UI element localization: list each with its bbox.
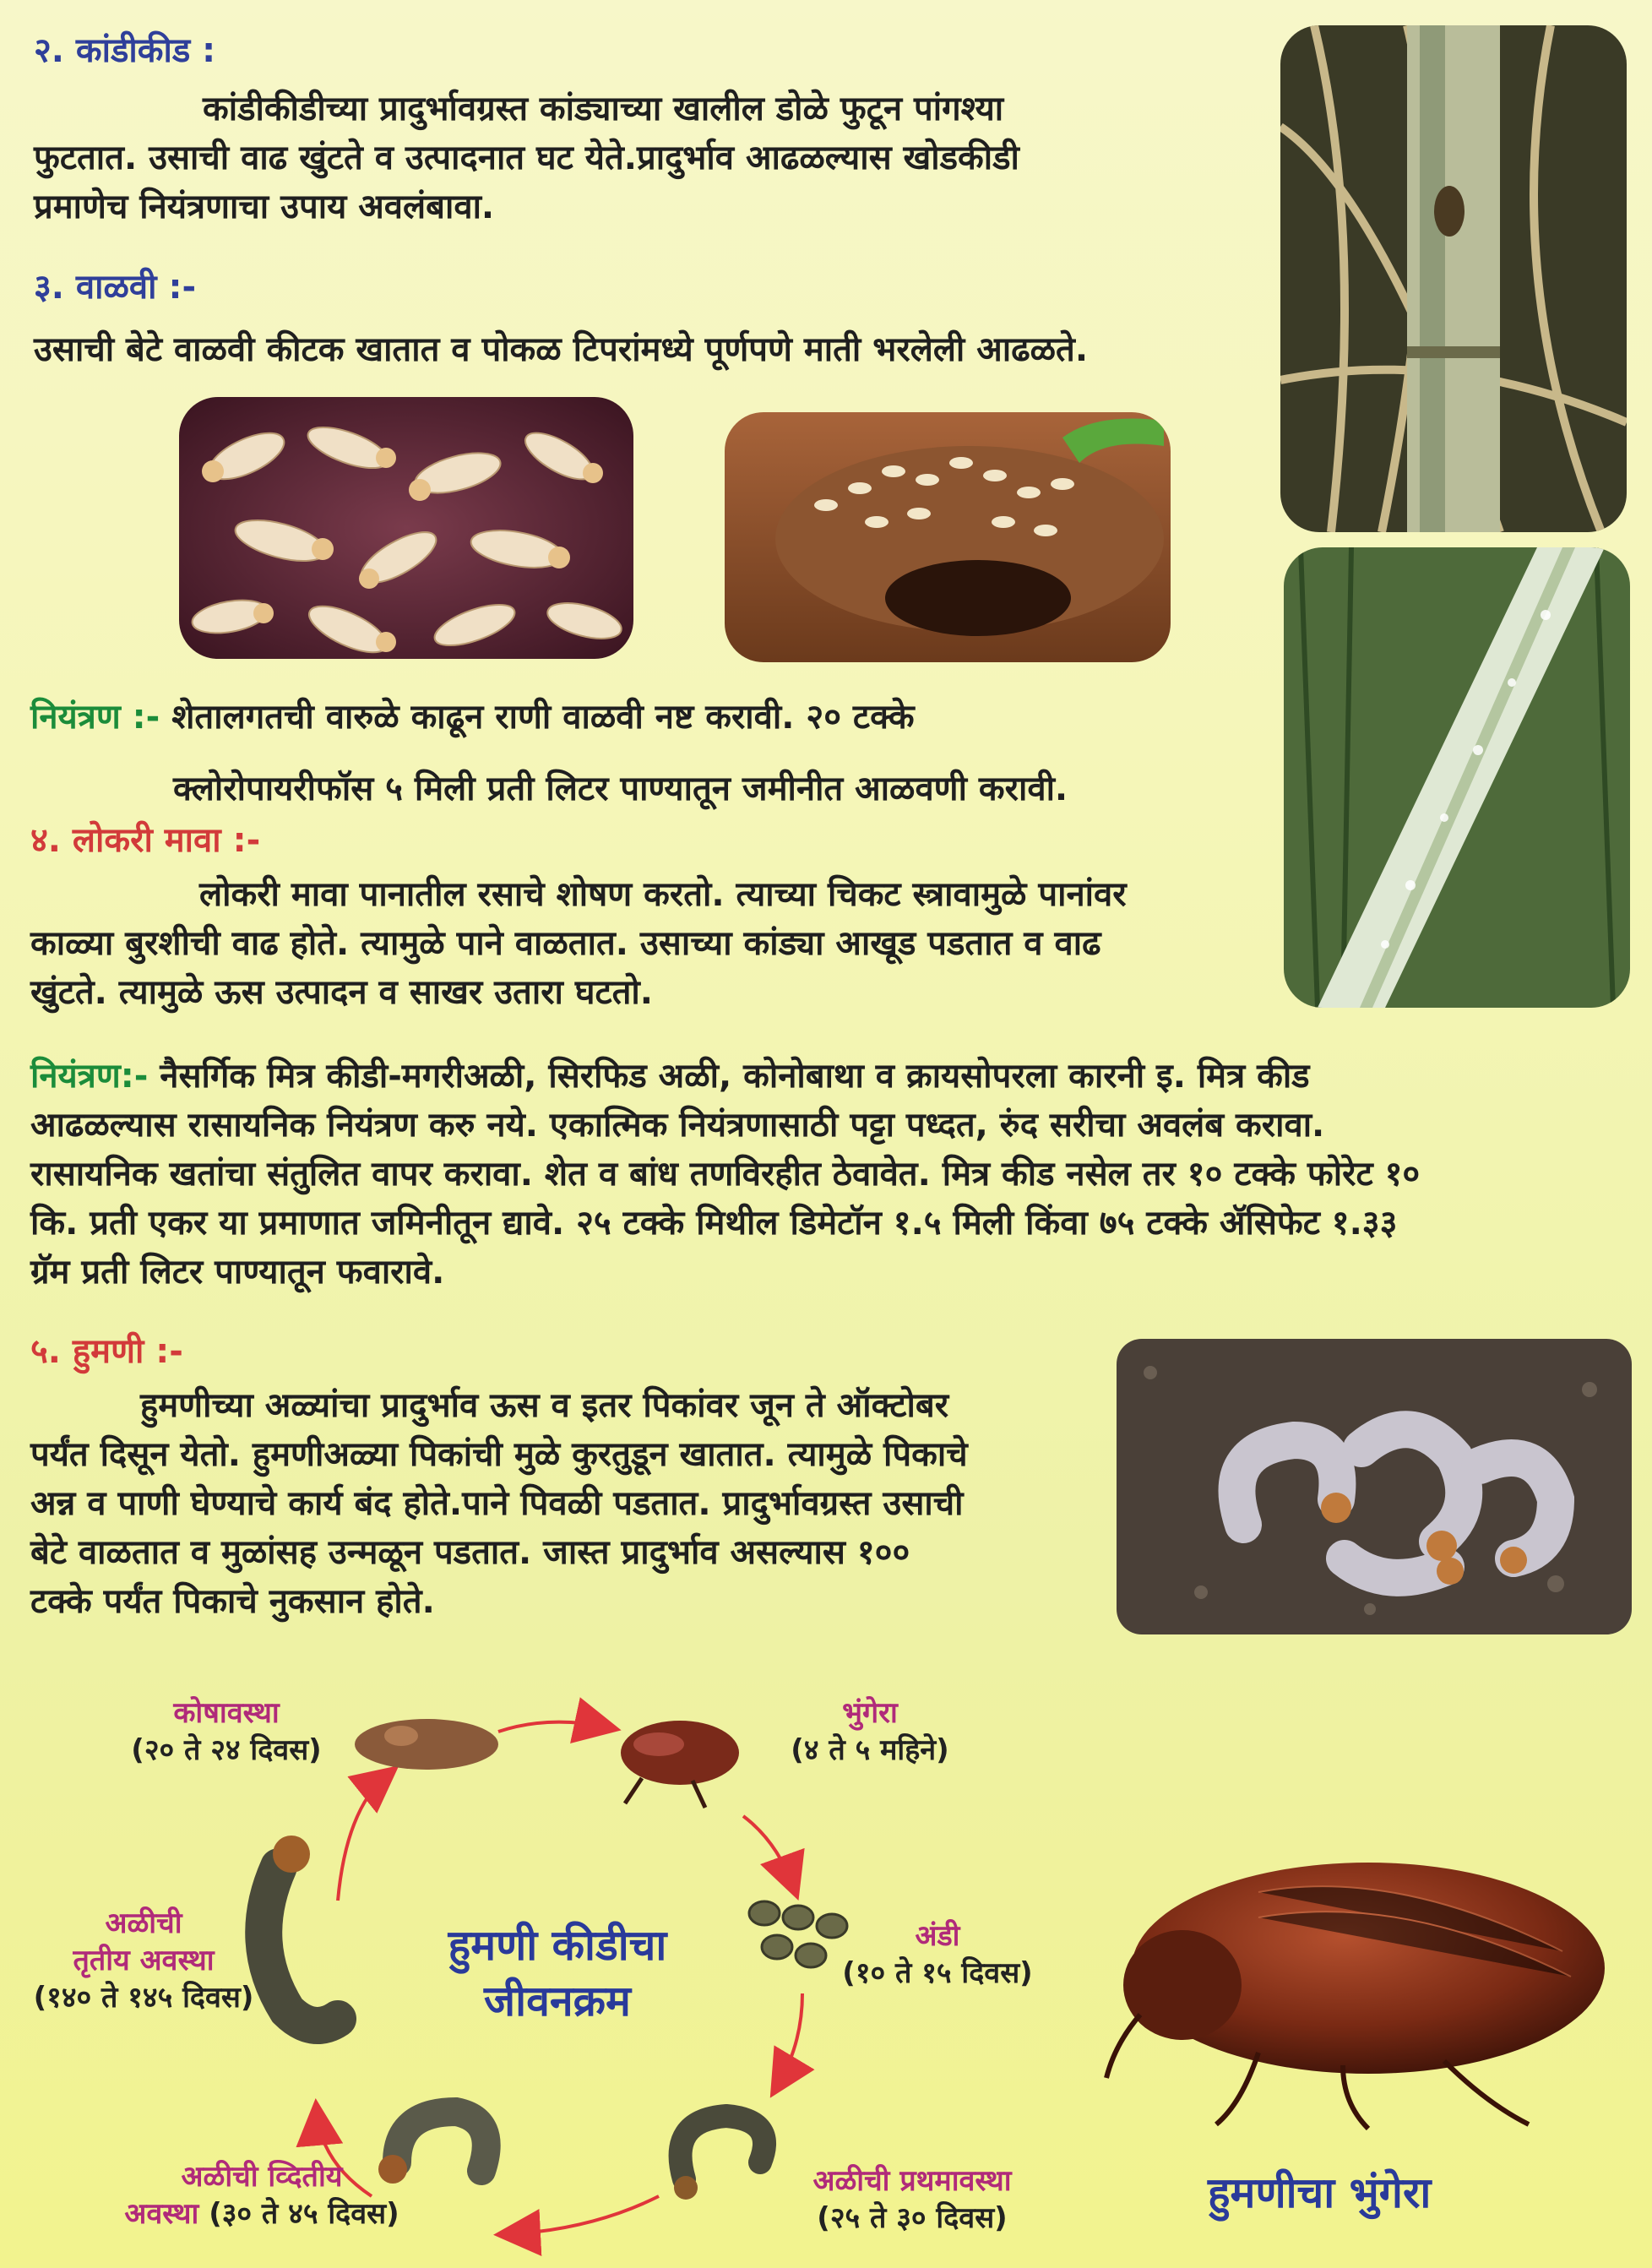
- section4-control-line-3: रासायनिक खतांचा संतुलित वापर करावा. शेत व बांध तणविरहीत ठेवावेत. मित्र कीड नसेल तर १० टक्के फोरेट १०: [30, 1155, 1421, 1194]
- section5-line-5: टक्के पर्यंत पिकाचे नुकसान होते.: [30, 1582, 435, 1621]
- section3-heading: ३. वाळवी :-: [34, 268, 197, 307]
- beetle-caption: हुमणीचा भुंगेरा: [1208, 2168, 1432, 2217]
- section3-control-line-2: क्लोरोपायरीफॉस ५ मिली प्रती लिटर पाण्यातून जमीनीत आळवणी करावी.: [173, 770, 1068, 808]
- section4-control-label: नियंत्रण:-: [30, 1057, 149, 1096]
- egg-label: अंडी (१० ते १५ दिवस): [842, 1919, 1033, 1990]
- section3-control-label: नियंत्रण :-: [30, 698, 160, 737]
- beetle-large-illustration: [1090, 1833, 1630, 2137]
- section4-control: [30, 1052, 1635, 1297]
- sugarcane-stem-damage-photo: [1280, 25, 1627, 532]
- section3-control-line-1: शेतालगतची वारुळे काढून राणी वाळवी नष्ट करावी. २० टक्के: [171, 698, 915, 737]
- pupa-label: कोषावस्था (२० ते २४ दिवस): [131, 1696, 322, 1767]
- section4-control-line-2: आढळल्यास रासायनिक नियंत्रण करु नये. एकात्मिक नियंत्रणासाठी पट्टा पध्दत, रुंद सरीचा अवलंब करावा.: [30, 1106, 1325, 1145]
- section4-line-3: खुंटते. त्यामुळे ऊस उत्पादन व साखर उतारा घटतो.: [30, 973, 653, 1012]
- termites-closeup-photo: [179, 397, 633, 659]
- section3-control: [30, 693, 1289, 742]
- section5-line-2: पर्यंत दिसून येतो. हुमणीअळ्या पिकांची मुळे कुरतुडून खातात. त्यामुळे पिकाचे: [30, 1435, 968, 1474]
- arrow-larva3-to-pupa: [338, 1774, 389, 1901]
- arrow-beetle-to-eggs: [743, 1816, 794, 1888]
- section2-line-2: फुटतात. उसाची वाढ खुंटते व उत्पादनात घट येते.प्रादुर्भाव आढळल्यास खोडकीडी: [34, 139, 1019, 177]
- larva1-head-icon: [674, 2176, 698, 2200]
- section4-heading: ४. लोकरी मावा :-: [30, 821, 261, 860]
- arrow-pupa-to-beetle: [498, 1722, 608, 1732]
- section4-line-1: लोकरी मावा पानातील रसाचे शोषण करतो. त्याच्या चिकट स्त्रावामुळे पानांवर: [199, 875, 1127, 914]
- section5-body: [30, 1381, 1111, 1626]
- section5-line-1: हुमणीच्या अळ्यांचा प्रादुर्भाव ऊस व इतर पिकांवर जून ते ऑक्टोबर: [140, 1386, 949, 1425]
- section2-heading: २. कांडीकीड :: [34, 31, 216, 70]
- pupa-icon: [355, 1719, 498, 1770]
- beetle-stage-label: भुंगेरा (४ ते ५ महिने): [791, 1696, 949, 1767]
- larva1-label: अळीची प्रथमावस्था (२५ ते ३० दिवस): [812, 2164, 1012, 2235]
- section2-line-3: प्रमाणेच नियंत्रणाचा उपाय अवलंबावा.: [34, 188, 495, 226]
- section4-control-line-4: कि. प्रती एकर या प्रमाणात जमिनीतून द्यावे. २५ टक्के मिथील डिमेटॉन १.५ मिली किंवा ७५ टक्के ॲसिफेट १.३३: [30, 1204, 1398, 1243]
- woolly-aphid-leaf-photo: [1284, 547, 1630, 1008]
- section3-body: उसाची बेटे वाळवी कीटक खातात व पोकळ टिपरांमध्ये पूर्णपणे माती भरलेली आढळते.: [34, 330, 1089, 369]
- arrow-larva1-to-larva2: [507, 2196, 659, 2234]
- section2-body: [34, 84, 1250, 231]
- termite-mound-photo: [725, 412, 1171, 662]
- white-grubs-photo: [1117, 1339, 1632, 1634]
- lifecycle-center-title: हुमणी कीडीचा जीवनक्रम: [448, 1921, 667, 2026]
- section4-control-line-5: ग्रॅम प्रती लिटर पाण्यातून फवारावे.: [30, 1253, 445, 1292]
- section4-body: [30, 870, 1289, 1017]
- arrow-eggs-to-larva1: [777, 1993, 802, 2086]
- beetle-small-icon: [621, 1721, 739, 1808]
- section2-line-1: कांडीकीडीच्या प्रादुर्भावग्रस्त कांड्याच्या खालील डोळे फुटून पांगश्या: [203, 90, 1004, 128]
- section4-control-line-1: नियंत्रण:- नैसर्गिक मित्र कीडी-मगरीअळी, सिरफिड अळी, कोनोबाथा व क्रायसोपरला कारनी इ. मित्र कीड: [30, 1057, 1310, 1096]
- larva2-label: अळीची व्दितीय अवस्था (३० ते ४५ दिवस): [124, 2160, 399, 2231]
- larva3-label: अळीची तृतीय अवस्था (१४० ते १४५ दिवस): [33, 1906, 254, 2015]
- section5-heading: ५. हुमणी :-: [30, 1332, 183, 1371]
- section5-line-3: अन्न व पाणी घेण्याचे कार्य बंद होते.पाने पिवळी पडतात. प्रादुर्भावग्रस्त उसाची: [30, 1484, 964, 1523]
- section5-line-4: बेटे वाळतात व मुळांसह उन्मळून पडतात. जास्त प्रादुर्भाव असल्यास १००: [30, 1533, 910, 1572]
- section4-line-2: काळ्या बुरशीची वाढ होते. त्यामुळे पाने वाळतात. उसाच्या कांड्या आखूड पडतात व वाढ: [30, 924, 1101, 963]
- larva3-head-icon: [273, 1836, 310, 1873]
